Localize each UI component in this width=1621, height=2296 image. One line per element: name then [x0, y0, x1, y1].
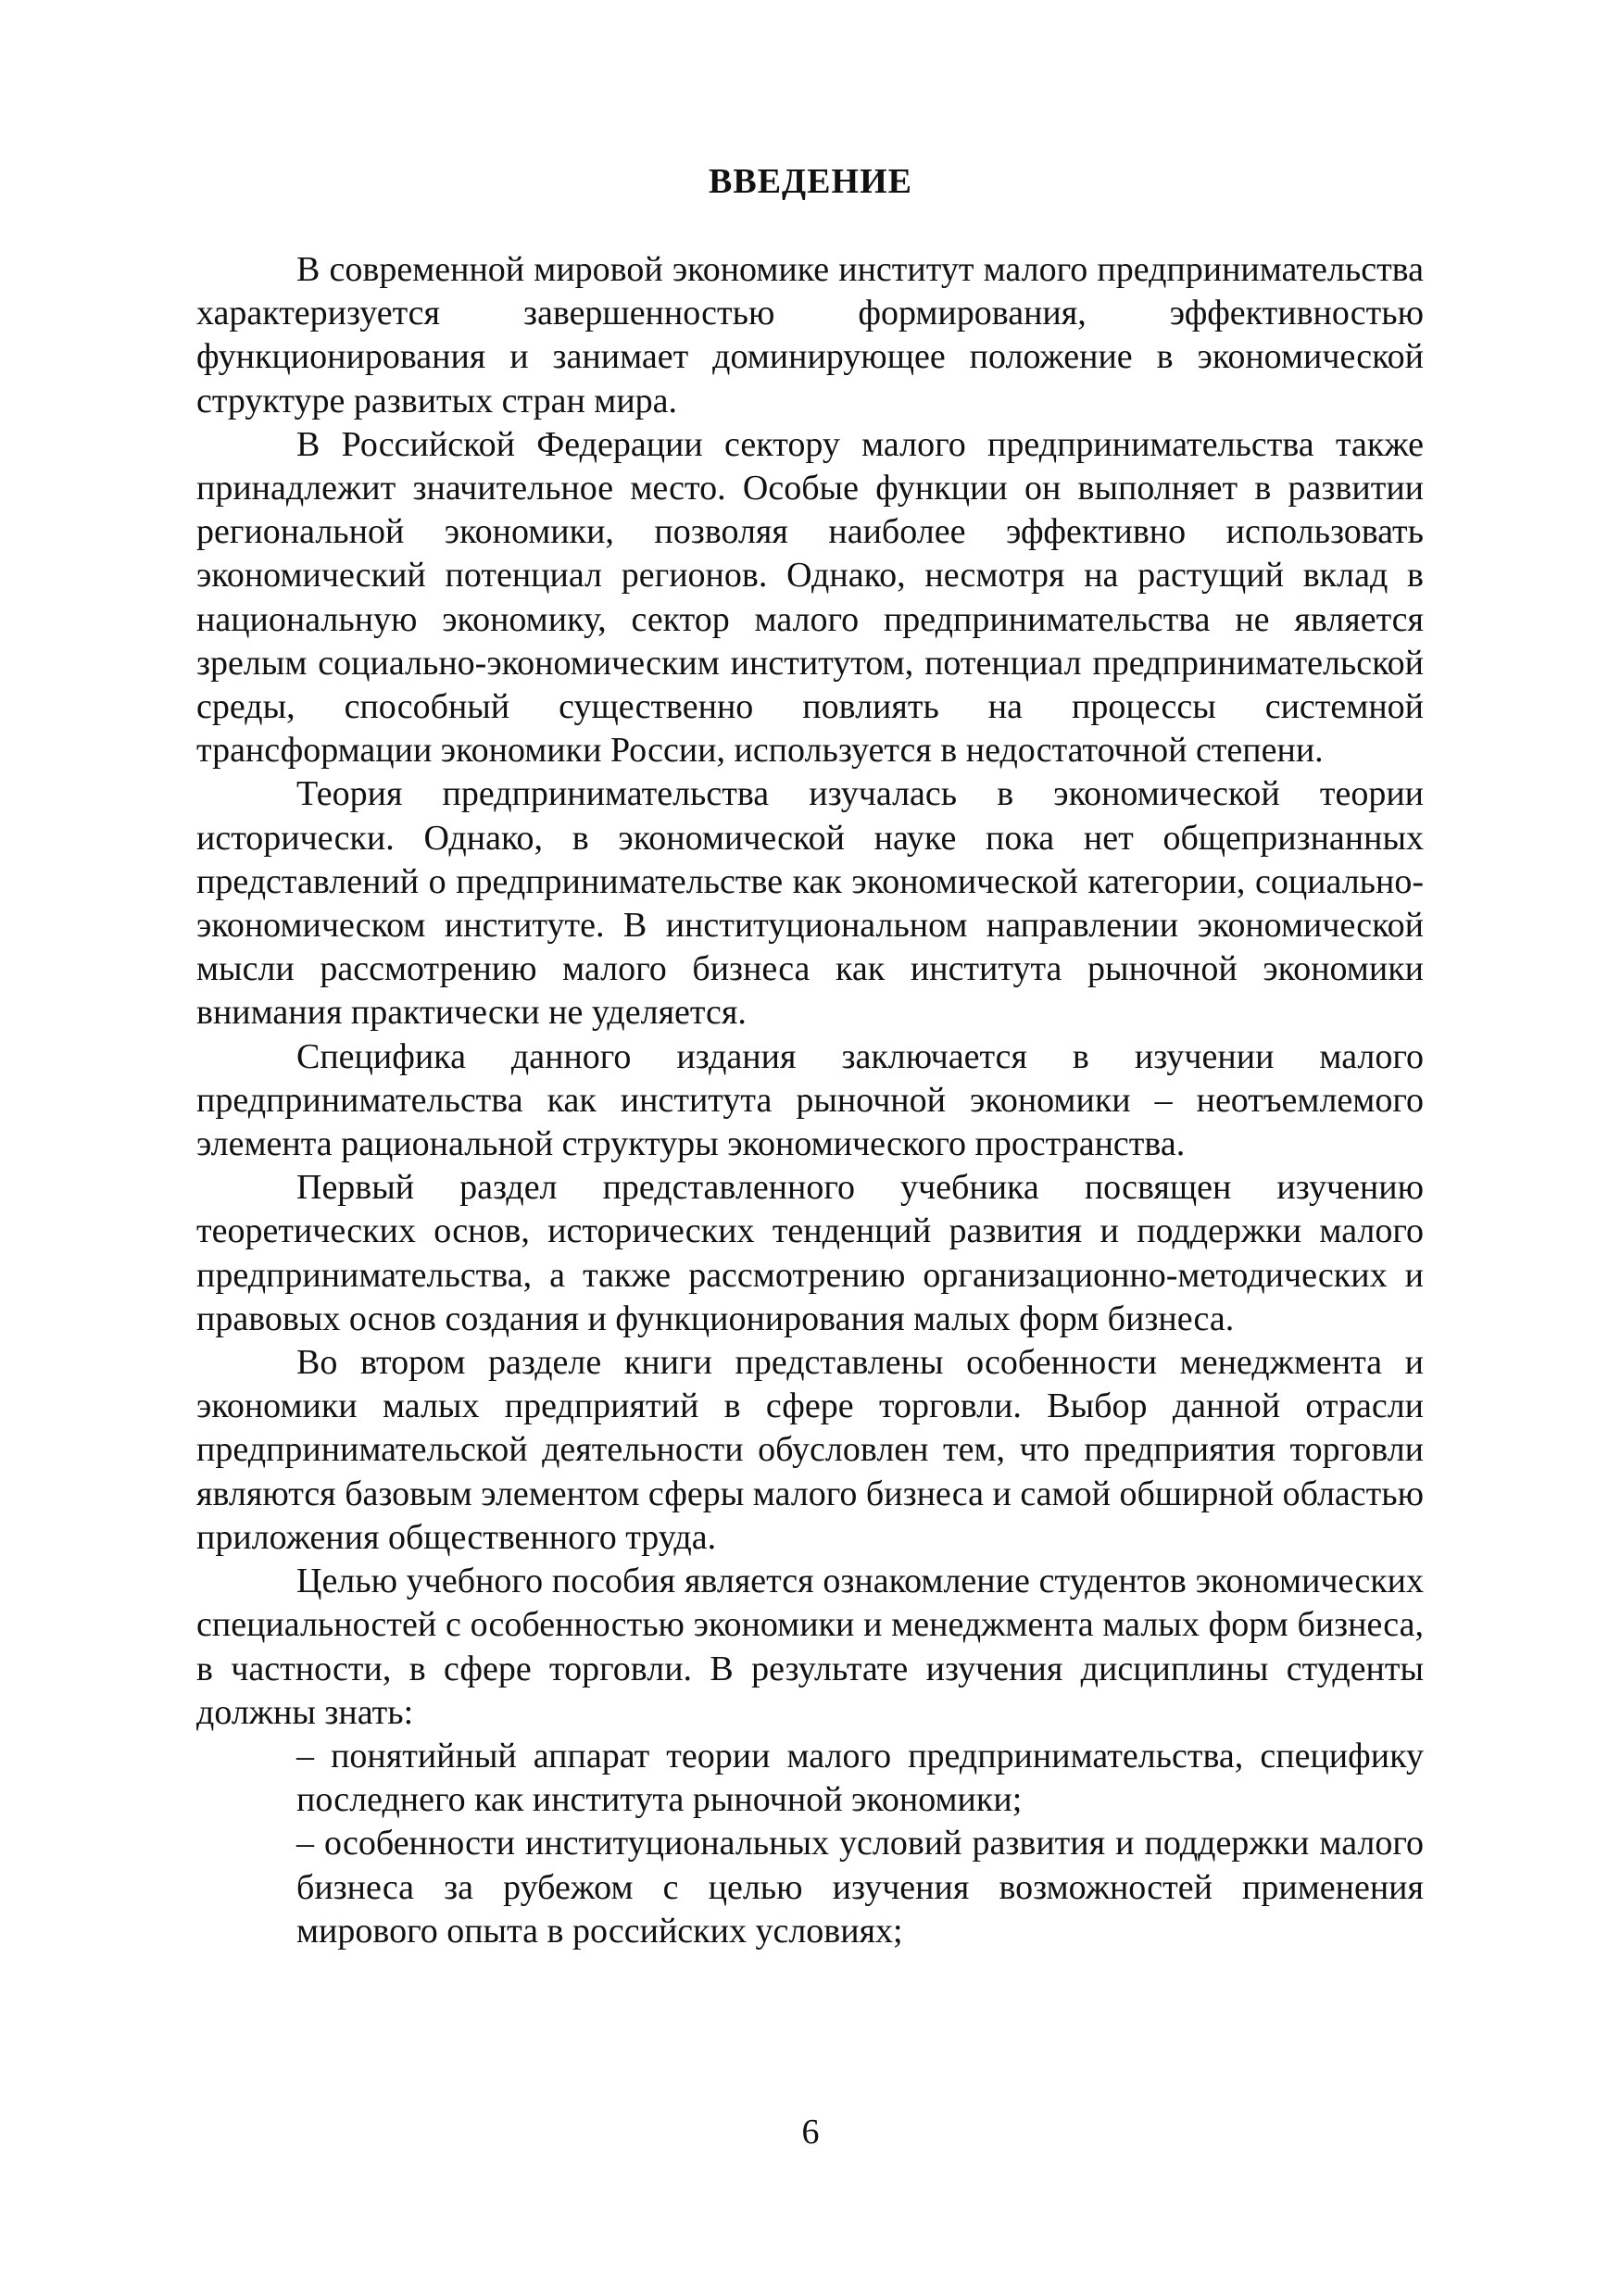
chapter-title: ВВЕДЕНИЕ [709, 162, 912, 201]
paragraph: Теория предпринимательства изучалась в экономической теории исторически. Однако, в экономической науке пока нет общепризнанных представлений о предпринимательстве как экономической категории, социально-экономическом институте. В институциональном направлении экономической мысли рассмотрению малого бизнеса как института рыночной экономики внимания практически не уделяется. [196, 774, 1424, 1033]
body-text [196, 248, 1424, 1953]
paragraph: Целью учебного пособия является ознакомление студентов экономических специальностей с особенностью экономики и менеджмента малых форм бизнеса, в частности, в сфере торговли. В результате изучения дисциплины студенты должны знать: [196, 1562, 1424, 1732]
paragraph: В современной мировой экономике институт малого предпринимательства характеризуется завершенностью формирования, эффективностью функционирования и занимает доминирующее положение в экономической структуре развитых стран мира. [196, 250, 1424, 420]
list-item: – особенности институциональных условий развития и поддержки малого бизнеса за рубежом с целью изучения возможностей применения мирового опыта в российских условиях; [296, 1824, 1424, 1951]
list-item: – понятийный аппарат теории малого предпринимательства, специфику последнего как института рыночной экономики; [296, 1736, 1424, 1820]
paragraph: Специфика данного издания заключается в изучении малого предпринимательства как института рыночной экономики – неотъемлемого элемента рациональной структуры экономического пространства. [196, 1036, 1424, 1164]
paragraph: Первый раздел представленного учебника посвящен изучению теоретических основ, исторических тенденций развития и поддержки малого предпринимательства, а также рассмотрению организационно-методических и правовых основ создания и функционирования малых форм бизнеса. [196, 1168, 1424, 1338]
page-number: 6 [801, 2113, 820, 2152]
paragraph: Во втором разделе книги представлены особенности менеджмента и экономики малых предприятий в сфере торговли. Выбор данной отрасли предпринимательской деятельности обусловлен тем, что предприятия торговли являются базовым элементом сферы малого бизнеса и самой обширной областью приложения общественного труда. [196, 1343, 1424, 1557]
paragraph: В Российской Федерации сектору малого предпринимательства также принадлежит значительное место. Особые функции он выполняет в развитии региональной экономики, позволяя наиболее эффективно использовать экономический потенциал регионов. Однако, несмотря на растущий вклад в национальную экономику, сектор малого предпринимательства не является зрелым социально-экономическим институтом, потенциал предпринимательской среды, способный существенно повлиять на процессы системной трансформации экономики России, используется в недостаточной степени. [196, 424, 1424, 771]
